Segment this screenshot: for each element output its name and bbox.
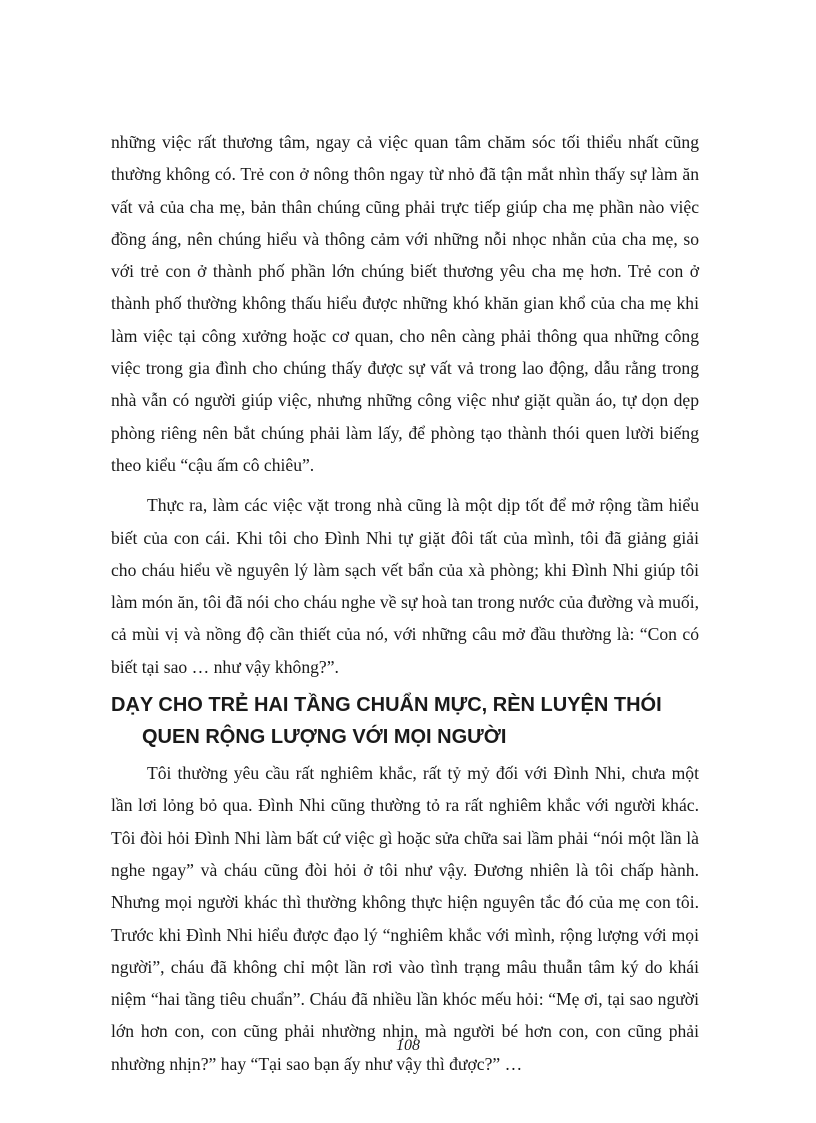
section-heading bbox=[111, 689, 699, 753]
paragraph-chores: Thực ra, làm các việc vặt trong nhà cũng là một dịp tốt để mở rộng tầm hiểu biết của con cái. Khi tôi cho Đình Nhi tự giặt đôi tất của mình, tôi đã giảng giải cho cháu hiểu về nguyên lý làm sạch vết bẩn của xà phòng; khi Đình Nhi giúp tôi làm món ăn, tôi đã nói cho cháu nghe về sự hoà tan trong nước của đường và muối, cả mùi vị và nồng độ cần thiết của nó, với những câu mở đầu thường là: “Con có biết tại sao … như vậy không?”. bbox=[111, 495, 699, 677]
section-heading-line-1: DẠY CHO TRẺ HAI TẦNG CHUẨN MỰC, RÈN LUYỆN THÓI bbox=[111, 694, 662, 717]
page-number: 108 bbox=[396, 1037, 420, 1054]
paragraph-continuation: những việc rất thương tâm, ngay cả việc quan tâm chăm sóc tối thiểu nhất cũng thường không có. Trẻ con ở nông thôn ngay từ nhỏ đã tận mắt nhìn thấy sự làm ăn vất vả của cha mẹ, bản thân chúng cũng phải trực tiếp giúp cha mẹ phần nào việc đồng áng, nên chúng hiểu và thông cảm với những nỗi nhọc nhằn của cha mẹ, so với trẻ con ở thành phố phần lớn chúng biết thương yêu cha mẹ hơn. Trẻ con ở thành phố thường không thấu hiểu được những khó khăn gian khổ của cha mẹ khi làm việc tại công xưởng hoặc cơ quan, cho nên càng phải thông qua những công việc trong gia đình cho chúng thấy được sự vất vả trong lao động, dẫu rằng trong nhà vẫn có người giúp việc, nhưng những công việc như giặt quần áo, tự dọn dẹp phòng riêng nên bắt chúng phải làm lấy, để phòng tạo thành thói quen lười biếng theo kiểu “cậu ấm cô chiêu”. bbox=[111, 132, 699, 475]
section-heading-line-2: QUEN RỘNG LƯỢNG VỚI MỌI NGƯỜI bbox=[142, 726, 507, 749]
paragraph-standards: Tôi thường yêu cầu rất nghiêm khắc, rất tỷ mỷ đối với Đình Nhi, chưa một lần lơi lỏng bỏ qua. Đình Nhi cũng thường tỏ ra rất nghiêm khắc với người khác. Tôi đòi hỏi Đình Nhi làm bất cứ việc gì hoặc sửa chữa sai lầm phải “nói một lần là nghe ngay” và cháu cũng đòi hỏi ở tôi như vậy. Đương nhiên là tôi chấp hành. Nhưng mọi người khác thì thường không thực hiện nguyên tắc đó của mẹ con tôi. Trước khi Đình Nhi hiểu được đạo lý “nghiêm khắc với mình, rộng lượng với mọi người”, cháu đã không chỉ một lần rơi vào tình trạng mâu thuẫn tâm ký do khái niệm “hai tầng tiêu chuẩn”. Cháu đã nhiều lần khóc mếu hỏi: “Mẹ ơi, tại sao người lớn hơn con, con cũng phải nhường nhịn, mà người bé hơn con, con cũng phải nhường nhịn?” hay “Tại sao bạn ấy như vậy thì được?” … bbox=[111, 763, 699, 1074]
page-body bbox=[111, 126, 699, 1080]
